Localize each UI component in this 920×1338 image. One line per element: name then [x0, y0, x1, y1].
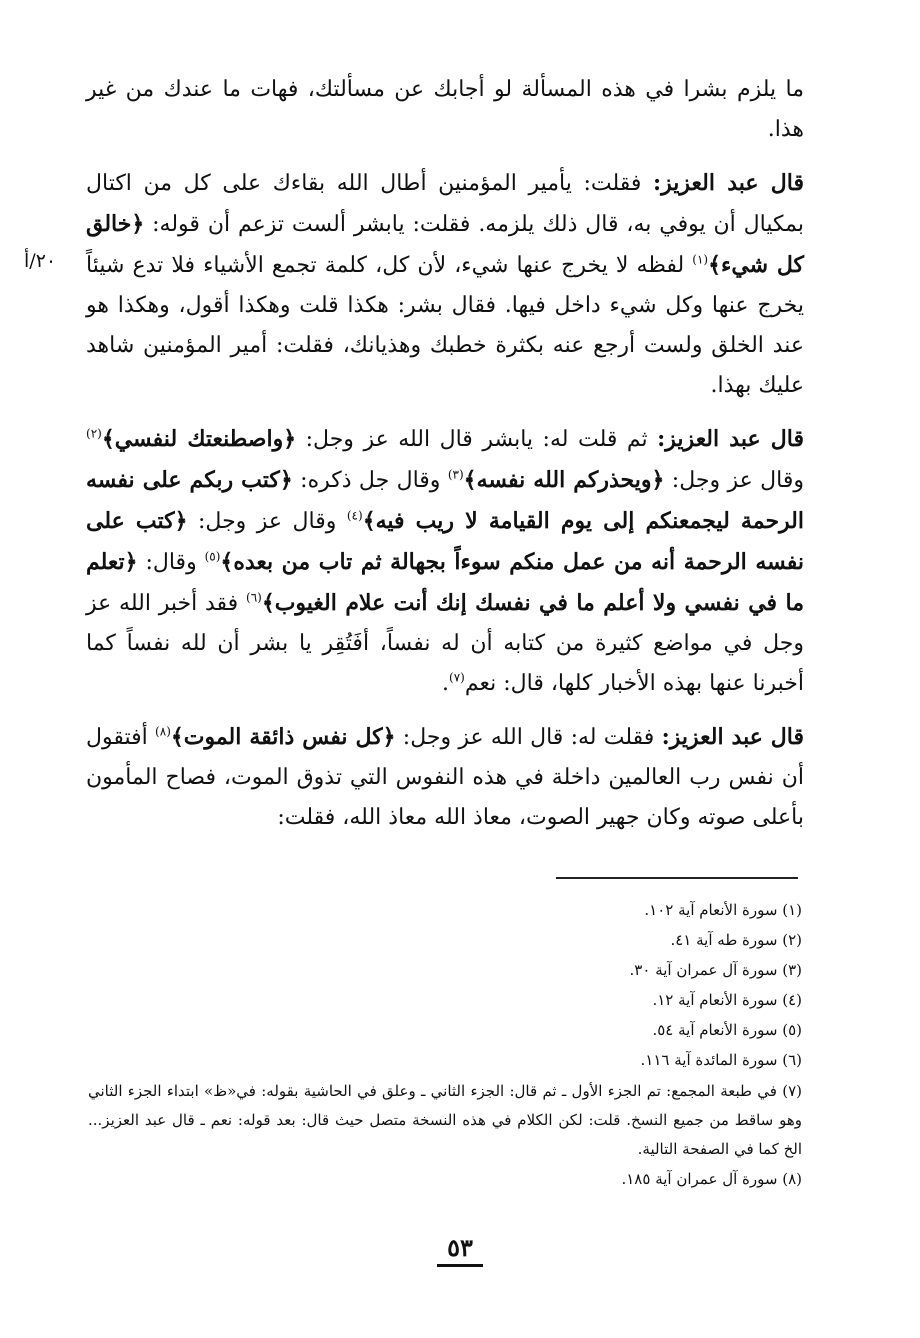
footnote-item: (٥) سورة الأنعام آية ٥٤. — [652, 1021, 802, 1039]
paragraph — [86, 70, 804, 150]
footnote-ref: (١) — [692, 252, 709, 267]
footnote-item: (٨) سورة آل عمران آية ١٨٥. — [621, 1170, 802, 1188]
page-number — [380, 1233, 540, 1262]
text-run: فقلت: يأمير المؤمنين أطال الله بقاءك على كل من اكتال بمكيال أن يوفي به، قال ذلك يلزمه. فقلت: يابشر ألست تزعم أن قوله: — [86, 171, 804, 237]
text-run: ما يلزم بشرا في هذه المسألة لو أجابك عن مسألتك، فهات ما عندك من غير هذا. — [86, 77, 804, 142]
margin-folio-note: ٢٠/أ — [24, 250, 57, 272]
emphasized-text: قال عبد العزيز: — [653, 170, 804, 196]
page-number-label: ٥٣ — [437, 1233, 483, 1267]
paragraph — [86, 717, 804, 838]
footnote-ref: (٢) — [86, 426, 102, 441]
text-run: وقال عز وجل: — [187, 509, 347, 534]
footnote-ref: (٦) — [246, 590, 262, 605]
emphasized-text: ﴿كتب ربكم على نفسه الرحمة ليجمعنكم إلى يوم القيامة لا ريب فيه﴾ — [86, 467, 804, 534]
main-text — [86, 70, 804, 851]
footnote-item: (٧) في طبعة المجمع: تم الجزء الأول ـ ثم قال: الجزء الثاني ـ وعلق في الحاشية بقوله: في«ظ» ابتداء الجزء الثاني وهو ساقط من جميع النسخ. قلت: لكن الكلام في هذه النسخة متصل حيث قال: بعد قوله: نعم ـ قال عبد العزيز... الخ كما في الصفحة التالية. — [88, 1082, 802, 1158]
footnote-ref: (٧) — [449, 670, 465, 685]
text-run: . — [442, 671, 450, 696]
emphasized-text: ﴿واصطنعتك لنفسي﴾ — [101, 426, 297, 452]
text-run: وقال: — [137, 550, 205, 575]
footnote-item: (٢) سورة طه آية ٤١. — [670, 931, 802, 949]
footnote-item: (١) سورة الأنعام آية ١٠٢. — [644, 901, 802, 919]
text-run: وقال جل ذكره: — [292, 468, 448, 493]
footnote-ref: (٥) — [204, 549, 221, 564]
footnote-ref: (٨) — [155, 724, 171, 739]
text-run: ثم قلت له: يابشر قال الله عز وجل: — [296, 427, 658, 452]
text-run: فقد أخبر الله عز وجل في مواضع كثيرة من كتابه أن له نفساً، أفَتُقِر يا بشر أن لله نفساً كما أخبرنا عنها بهذه الأخبار كلها، قال: نعم — [86, 591, 804, 696]
footnote-item: (٦) سورة المائدة آية ١١٦. — [640, 1051, 802, 1069]
text-run: فقلت له: قال الله عز وجل: — [395, 725, 662, 750]
text-run: لفظه لا يخرج عنها شيء، لأن كل، كلمة تجمع الأشياء فلا تدع شيئاً يخرج عنها وكل شيء داخل فيها. فقال بشر: هكذا قلت وهكذا أقول، وهكذا هو عند الخلق ولست أرجع عنه بكثرة خطبك وهذيانك، فقلت: أمير المؤمنين شاهد عليك بهذا. — [86, 253, 804, 398]
paragraph — [86, 163, 804, 406]
footnote-ref: (٣) — [447, 467, 464, 482]
paragraph — [86, 419, 804, 704]
emphasized-text: ﴿خالق كل شيء﴾ — [86, 211, 804, 278]
emphasized-text: ﴿تعلم ما في نفسي ولا أعلم ما في نفسك إنك أنت علام الغيوب﴾ — [86, 549, 804, 616]
emphasized-text: قال عبد العزيز: — [661, 724, 804, 750]
emphasized-text: قال عبد العزيز: — [657, 426, 804, 452]
footnote-item: (٤) سورة الأنعام آية ١٢. — [652, 991, 802, 1009]
text-run: وقال عز وجل: — [664, 468, 805, 493]
emphasized-text: ﴿كتب على نفسه الرحمة أنه من عمل منكم سوءاً بجهالة ثم تاب من بعده﴾ — [86, 508, 805, 575]
footnotes — [88, 895, 802, 1194]
emphasized-text: ﴿كل نفس ذائقة الموت﴾ — [170, 724, 396, 750]
footnote-separator — [556, 877, 798, 879]
footnote-item: (٣) سورة آل عمران آية ٣٠. — [629, 961, 802, 979]
footnote-ref: (٤) — [346, 508, 363, 523]
emphasized-text: ﴿ويحذركم الله نفسه﴾ — [463, 467, 665, 493]
text-run: أفتقول أن نفس رب العالمين داخلة في هذه النفوس التي تذوق الموت، فصاح المأمون بأعلى صوته وكان جهير الصوت، معاذ الله معاذ الله، فقلت: — [86, 725, 804, 830]
